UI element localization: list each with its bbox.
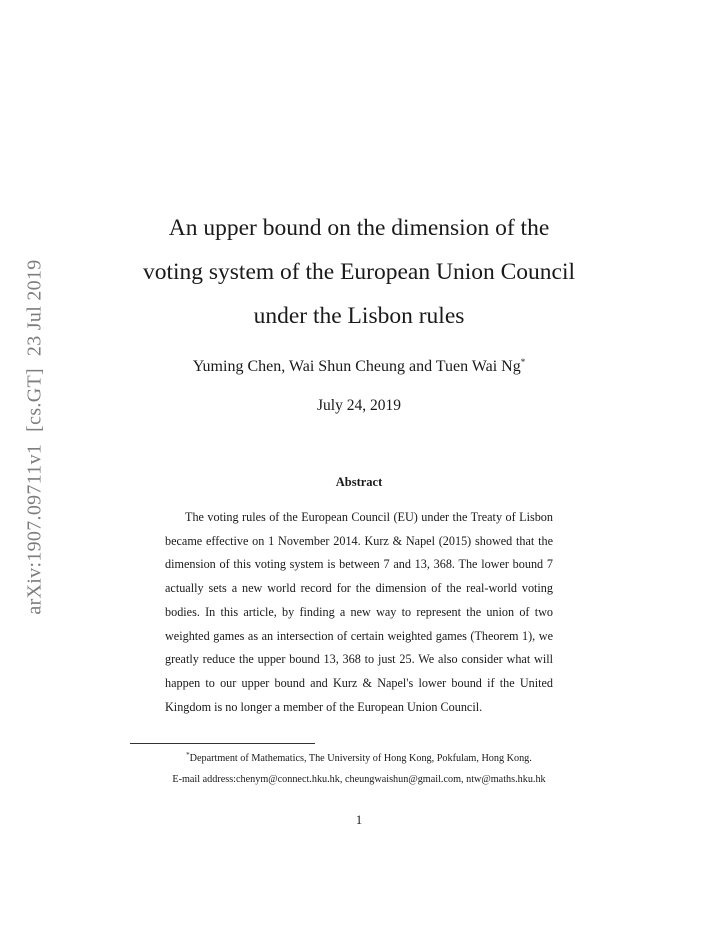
- footnote-affiliation: [126, 745, 592, 769]
- abstract-text: The voting rules of the European Council (EU) under the Treaty of Lisbon became effective on 1 November 2014. Kurz & Napel (2015) showed that the dimension of this voting system is between 7 and 13, 368. The lower bound 7 actually sets a new world record for the dimension of the real-world voting bodies. In this article, by finding a new way to represent the union of two weighted games as an intersection of certain weighted games (Theorem 1), we greatly reduce the upper bound 13, 368 to just 25. We also consider what will happen to our upper bound and Kurz & Napel's lower bound if the United Kingdom is no longer a member of the European Union Council.: [165, 510, 553, 714]
- footnote: [126, 745, 592, 790]
- footnote-mark: *: [186, 751, 190, 759]
- author-names: Yuming Chen, Wai Shun Cheung and Tuen Wai Ng: [192, 358, 521, 375]
- arxiv-category: [cs.GT]: [23, 368, 46, 432]
- footnote-rule: [130, 743, 315, 744]
- abstract-heading: Abstract: [335, 475, 383, 489]
- author-footnote-mark: *: [520, 357, 526, 367]
- authors: [110, 357, 608, 376]
- paper-title: [110, 206, 608, 338]
- title-line: An upper bound on the dimension of the: [168, 215, 550, 241]
- paper-date: July 24, 2019: [317, 397, 401, 414]
- page-number: 1: [355, 813, 363, 827]
- arxiv-date: 23 Jul 2019: [23, 259, 46, 357]
- arxiv-stamp: [24, 259, 47, 614]
- title-line: voting system of the European Union Council: [142, 259, 576, 285]
- arxiv-id: arXiv:1907.09711v1: [23, 443, 46, 615]
- footnote-affiliation-text: Department of Mathematics, The University of Hong Kong, Pokfulam, Hong Kong.: [189, 753, 532, 764]
- footnote-emails: E-mail address:chenym@connect.hku.hk, cheungwaishun@gmail.com, ntw@maths.hku.hk: [172, 774, 546, 785]
- title-line: under the Lisbon rules: [253, 303, 465, 329]
